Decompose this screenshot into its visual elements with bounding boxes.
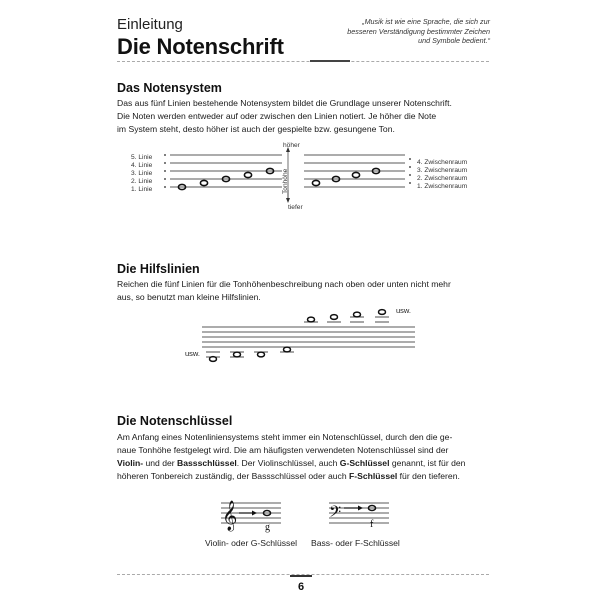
section-paragraph-notenschluessel bbox=[117, 431, 489, 483]
line-label: 3. Linie bbox=[131, 170, 153, 177]
bass-note-label: f bbox=[370, 519, 374, 530]
ledger-lines-upper bbox=[304, 317, 389, 322]
whole-note bbox=[244, 172, 251, 177]
staff-diagram-hilfslinien bbox=[190, 300, 430, 365]
usw-bottom-label: usw. bbox=[185, 349, 201, 358]
header-rule bbox=[117, 61, 489, 62]
space-label: 1. Zwischenraum bbox=[417, 183, 468, 190]
space-labels bbox=[417, 159, 467, 191]
arrow-icon bbox=[344, 506, 363, 511]
whole-note bbox=[284, 347, 291, 352]
header-quote: „Musik ist wie eine Sprache, die sich zur besseren Verständigung bestimmter Zeichen und Symbole bedient.“ bbox=[347, 17, 490, 45]
section-heading-hilfslinien: Die Hilfslinien bbox=[117, 262, 200, 276]
whole-note bbox=[331, 315, 338, 320]
bass-clef-diagram bbox=[325, 495, 395, 535]
whole-note bbox=[258, 352, 265, 357]
line-labels bbox=[131, 154, 152, 194]
lower-label: tiefer bbox=[288, 204, 303, 211]
space-label: 4. Zwischenraum bbox=[417, 159, 468, 166]
page-title: Die Notenschrift bbox=[117, 34, 284, 59]
header-rule-accent bbox=[310, 60, 350, 62]
treble-clef-caption: Violin- oder G-Schlüssel bbox=[205, 538, 298, 548]
paragraph-line: naue Tonhöhe festgelegt wird. Die am häufigsten verwendeten Notenschlüssel sind der bbox=[117, 445, 449, 455]
page-number: 6 bbox=[290, 575, 312, 595]
line-label: 1. Linie bbox=[131, 186, 153, 193]
paragraph-line: Das aus fünf Linien bestehende Notensystem bildet die Grundlage unserer Notenschrift. bbox=[117, 98, 452, 108]
paragraph-line: im System steht, desto höher ist auch der gespielte bzw. gesungene Ton. bbox=[117, 124, 395, 134]
treble-clef-icon: 𝄞 bbox=[222, 501, 238, 531]
usw-top-label: usw. bbox=[396, 306, 412, 315]
paragraph-line: Die Noten werden entweder auf oder zwischen den Linien notiert. Je höher die Note bbox=[117, 111, 437, 121]
paragraph-line: aus, so benutzt man kleine Hilfslinien. bbox=[117, 292, 261, 302]
whole-note bbox=[379, 310, 386, 315]
whole-note bbox=[352, 172, 359, 177]
paragraph-line: höheren Tonbereich zuständig, der Bassschlüssel oder auch F-Schlüssel für den tieferen. bbox=[117, 471, 460, 481]
section-paragraph-notensystem bbox=[117, 97, 489, 136]
pitch-label: Tonhöhe bbox=[282, 168, 289, 194]
line-label: 5. Linie bbox=[131, 154, 153, 161]
ledger-lines-lower bbox=[206, 352, 294, 357]
ledger-notes bbox=[210, 310, 386, 362]
whole-note bbox=[210, 357, 217, 362]
left-dots bbox=[164, 154, 166, 188]
chapter-kicker: Einleitung bbox=[117, 16, 183, 33]
bass-clef-caption: Bass- oder F-Schlüssel bbox=[311, 538, 400, 548]
line-label: 4. Linie bbox=[131, 162, 153, 169]
paragraph-line: Reichen die fünf Linien für die Tonhöhenbeschreibung nach oben oder unten nicht mehr bbox=[117, 279, 451, 289]
right-dots bbox=[409, 158, 411, 184]
whole-note bbox=[234, 352, 241, 357]
space-label: 3. Zwischenraum bbox=[417, 167, 468, 174]
space-label: 2. Zwischenraum bbox=[417, 175, 468, 182]
whole-note bbox=[308, 317, 315, 322]
section-heading-notenschluessel: Die Notenschlüssel bbox=[117, 414, 233, 428]
whole-note bbox=[200, 180, 207, 185]
line-label: 2. Linie bbox=[131, 178, 153, 185]
whole-note bbox=[354, 312, 361, 317]
arrow-icon bbox=[239, 511, 257, 516]
section-heading-notensystem: Das Notensystem bbox=[117, 81, 222, 95]
higher-label: höher bbox=[283, 142, 300, 149]
staff-lines bbox=[202, 327, 415, 347]
paragraph-line: Violin- und der Bassschlüssel. Der Violinschlüssel, auch G-Schlüssel genannt, ist für den bbox=[117, 458, 466, 468]
treble-note-label: g bbox=[265, 522, 270, 533]
paragraph-line: Am Anfang eines Notenliniensystems steht immer ein Notenschlüssel, durch den die ge- bbox=[117, 432, 453, 442]
bass-clef-icon: 𝄢 bbox=[329, 503, 342, 525]
treble-clef-diagram bbox=[215, 495, 285, 535]
whole-note bbox=[312, 180, 319, 185]
